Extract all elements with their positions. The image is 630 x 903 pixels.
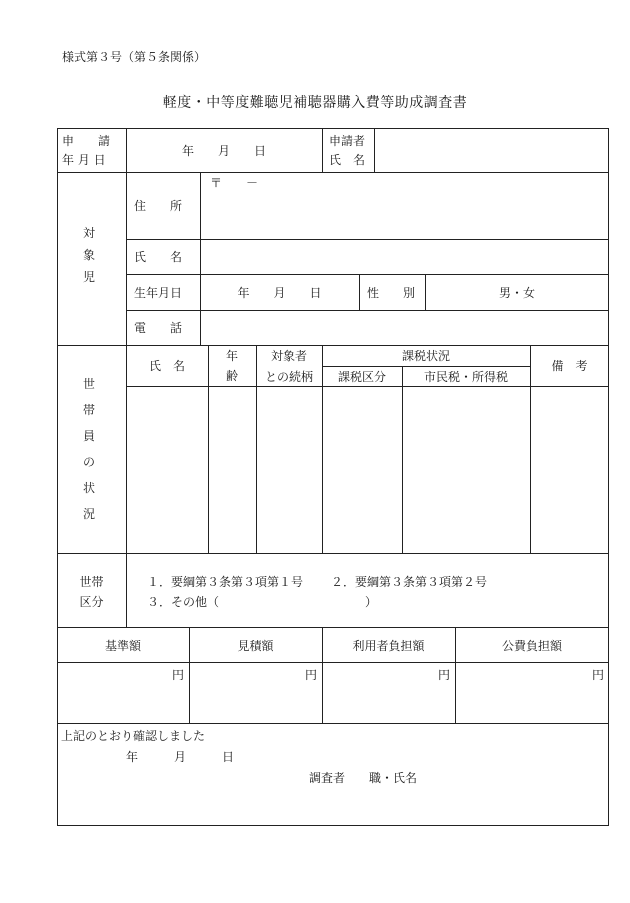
address-field[interactable]: 〒 － — [210, 176, 259, 190]
birthdate-field[interactable]: 年 月 日 — [237, 286, 322, 300]
form-title: 軽度・中等度難聴児補聴器購入費等助成調査書 — [162, 95, 468, 111]
grid-line — [57, 627, 609, 628]
column-header-age: 年 — [225, 349, 238, 363]
grid-line — [374, 128, 375, 172]
address-label: 住 所 — [134, 199, 183, 213]
confirmation-statement: 上記のとおり確認しました — [61, 729, 206, 743]
grid-line — [57, 345, 609, 346]
column-header-remarks: 備 考 — [551, 359, 588, 373]
grid-line — [57, 553, 609, 554]
investigator-name[interactable]: 調査者 職・氏名 — [309, 771, 418, 785]
public-burden-label: 公費負担額 — [501, 639, 562, 653]
column-header-age: 齢 — [225, 369, 238, 383]
applicant-name-label: 申請者 — [329, 134, 366, 148]
grid-line — [200, 172, 201, 345]
grid-line — [57, 662, 609, 663]
application-date-label: 申 請 — [62, 134, 111, 148]
application-date-label: 年 月 日 — [62, 153, 106, 167]
column-header-relation: との続柄 — [264, 370, 313, 384]
column-header-tax-type: 市民税・所得税 — [423, 370, 508, 384]
user-burden-label: 利用者負担額 — [352, 639, 425, 653]
name-field[interactable] — [203, 244, 606, 270]
column-header-tax-class: 課税区分 — [337, 370, 386, 384]
class-option-2[interactable]: ２．要綱第３条第３項第２号 — [331, 575, 488, 589]
public-burden-yen[interactable]: 円 — [592, 668, 605, 682]
confirmation-date[interactable]: 年 月 日 — [126, 750, 235, 764]
applicant-name-field[interactable] — [376, 144, 606, 158]
grid-line — [57, 723, 609, 724]
class-option-1[interactable]: １．要綱第３条第３項第１号 — [147, 575, 304, 589]
household-class-label: 区分 — [79, 595, 104, 609]
column-header-relation: 対象者 — [270, 349, 307, 363]
grid-line — [126, 310, 609, 311]
applicant-name-label: 氏 名 — [329, 153, 366, 167]
user-burden-yen[interactable]: 円 — [438, 668, 451, 682]
sex-field[interactable]: 男・女 — [498, 286, 535, 300]
standard-amount-label: 基準額 — [104, 639, 141, 653]
subject-child-label: 対 象 児 — [82, 226, 95, 284]
household-members-label: 世 帯 員 の 状 況 — [82, 377, 95, 521]
grid-line — [322, 128, 323, 172]
birthdate-label: 生年月日 — [134, 286, 183, 300]
phone-field[interactable] — [203, 315, 606, 341]
application-date-field[interactable]: 年 月 日 — [181, 144, 266, 158]
grid-line — [126, 553, 127, 627]
column-header-tax-status: 課税状況 — [401, 349, 450, 363]
grid-line — [126, 239, 609, 240]
estimate-amount-yen[interactable]: 円 — [305, 668, 318, 682]
sex-label: 性 別 — [367, 286, 416, 300]
grid-line — [57, 172, 609, 173]
household-class-label: 世帯 — [79, 575, 104, 589]
form-number: 様式第３号（第５条関係） — [62, 50, 207, 64]
class-option-3[interactable]: ３．その他（ — [147, 595, 220, 609]
phone-label: 電 話 — [134, 321, 183, 335]
column-header-name: 氏 名 — [148, 359, 185, 373]
grid-line — [126, 386, 609, 387]
class-option-3-close: ） — [365, 595, 378, 609]
name-label: 氏 名 — [134, 250, 183, 264]
grid-line — [323, 366, 530, 367]
standard-amount-yen[interactable]: 円 — [172, 668, 185, 682]
grid-line — [126, 274, 609, 275]
estimate-amount-label: 見積額 — [237, 639, 274, 653]
household-members-area[interactable] — [127, 388, 608, 552]
grid-line — [359, 274, 360, 310]
